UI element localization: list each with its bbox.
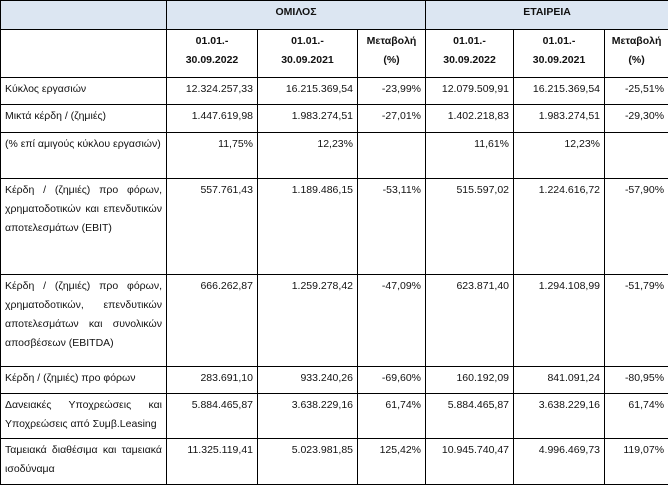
- cell-value: 5.023.981,85: [258, 439, 358, 485]
- cell-value: 16.215.369,54: [258, 78, 358, 105]
- cell-value: -23,99%: [358, 78, 426, 105]
- column-header-row: [1, 30, 668, 78]
- cell-value: -53,11%: [358, 179, 426, 275]
- cell-value: [605, 133, 668, 179]
- group-header-row: [1, 1, 668, 30]
- column-header: 01.01.- 30.09.2022: [167, 30, 258, 78]
- cell-value: 160.192,09: [426, 367, 514, 394]
- row-label: Ταμειακά διαθέσιμα και ταμειακά ισοδύναμα: [1, 439, 167, 485]
- table-row: [1, 78, 668, 105]
- cell-value: -69,60%: [358, 367, 426, 394]
- cell-value: 11.325.119,41: [167, 439, 258, 485]
- cell-value: 623.871,40: [426, 275, 514, 367]
- cell-value: 557.761,43: [167, 179, 258, 275]
- cell-value: 4.996.469,73: [514, 439, 605, 485]
- cell-value: 125,42%: [358, 439, 426, 485]
- table-row: [1, 367, 668, 394]
- table-row: [1, 133, 668, 179]
- cell-value: 1.447.619,98: [167, 105, 258, 133]
- cell-value: -27,01%: [358, 105, 426, 133]
- table-row: [1, 275, 668, 367]
- cell-value: 5.884.465,87: [167, 394, 258, 439]
- row-label: Δανειακές Υποχρεώσεις και Υποχρεώσεις από Συμβ.Leasing: [1, 394, 167, 439]
- cell-value: 3.638.229,16: [258, 394, 358, 439]
- cell-value: 12,23%: [258, 133, 358, 179]
- cell-value: 11,61%: [426, 133, 514, 179]
- cell-value: 515.597,02: [426, 179, 514, 275]
- row-label: Μικτά κέρδη / (ζημιές): [1, 105, 167, 133]
- cell-value: 841.091,24: [514, 367, 605, 394]
- row-label: Κέρδη / (ζημιές) προ φόρων, χρηματοδοτικών, επενδυτικών αποτελεσμάτων και συνολικών αποσβέσεων (EBITDA): [1, 275, 167, 367]
- cell-value: 1.224.616,72: [514, 179, 605, 275]
- cell-value: 61,74%: [358, 394, 426, 439]
- row-label: (% επί αμιγούς κύκλου εργασιών): [1, 133, 167, 179]
- cell-value: 283.691,10: [167, 367, 258, 394]
- cell-value: -51,79%: [605, 275, 668, 367]
- column-header: 01.01.- 30.09.2021: [514, 30, 605, 78]
- column-header: 01.01.- 30.09.2022: [426, 30, 514, 78]
- cell-value: -57,90%: [605, 179, 668, 275]
- table-row: [1, 439, 668, 485]
- cell-value: -80,95%: [605, 367, 668, 394]
- blank-label-header: [1, 30, 167, 78]
- row-label: Κέρδη / (ζημιές) προ φόρων: [1, 367, 167, 394]
- row-label: Κέρδη / (ζημιές) προ φόρων, χρηματοδοτικών και επενδυτικών αποτελεσμάτων (EBIT): [1, 179, 167, 275]
- cell-value: 11,75%: [167, 133, 258, 179]
- cell-value: -47,09%: [358, 275, 426, 367]
- row-label: Κύκλος εργασιών: [1, 78, 167, 105]
- cell-value: 1.983.274,51: [514, 105, 605, 133]
- group-header-etaireia: ΕΤΑΙΡΕΙΑ: [426, 1, 668, 30]
- blank-header-cell: [1, 1, 167, 30]
- table-row: [1, 394, 668, 439]
- cell-value: -25,51%: [605, 78, 668, 105]
- group-header-omilos: ΟΜΙΛΟΣ: [167, 1, 426, 30]
- cell-value: 1.259.278,42: [258, 275, 358, 367]
- cell-value: 5.884.465,87: [426, 394, 514, 439]
- cell-value: 119,07%: [605, 439, 668, 485]
- table-row: [1, 105, 668, 133]
- cell-value: 933.240,26: [258, 367, 358, 394]
- cell-value: -29,30%: [605, 105, 668, 133]
- cell-value: 666.262,87: [167, 275, 258, 367]
- cell-value: 1.983.274,51: [258, 105, 358, 133]
- column-header: Μεταβολή (%): [605, 30, 668, 78]
- column-header: 01.01.- 30.09.2021: [258, 30, 358, 78]
- cell-value: 3.638.229,16: [514, 394, 605, 439]
- table-row: [1, 179, 668, 275]
- cell-value: [358, 133, 426, 179]
- column-header: Μεταβολή (%): [358, 30, 426, 78]
- cell-value: 10.945.740,47: [426, 439, 514, 485]
- cell-value: 1.402.218,83: [426, 105, 514, 133]
- cell-value: 16.215.369,54: [514, 78, 605, 105]
- cell-value: 61,74%: [605, 394, 668, 439]
- cell-value: 1.294.108,99: [514, 275, 605, 367]
- cell-value: 12.324.257,33: [167, 78, 258, 105]
- cell-value: 12.079.509,91: [426, 78, 514, 105]
- cell-value: 12,23%: [514, 133, 605, 179]
- cell-value: 1.189.486,15: [258, 179, 358, 275]
